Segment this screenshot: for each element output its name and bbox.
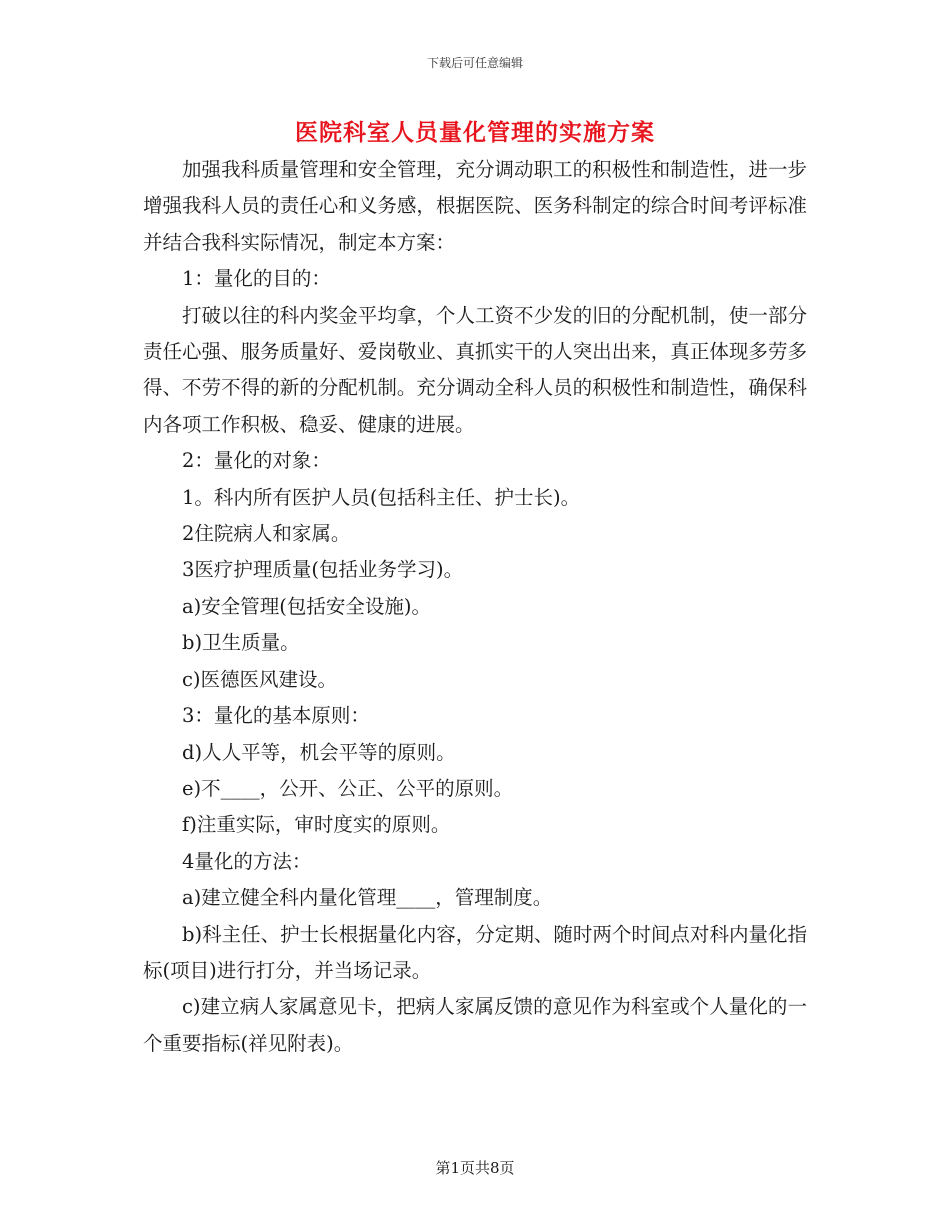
list-item-method-a: a)建立健全科内量化管理____，管理制度。: [182, 886, 553, 910]
list-item-principle-f: f)注重实际，审时度实的原则。: [182, 813, 451, 837]
heading-methods: 4量化的方法：: [182, 849, 312, 873]
document-title: 医院科室人员量化管理的实施方案: [295, 119, 655, 146]
heading-purpose: 1：量化的目的：: [182, 267, 331, 291]
page-number: 第1页共8页: [435, 1159, 515, 1177]
heading-principles: 3：量化的基本原则：: [182, 704, 370, 728]
list-item-principle-e: e)不____，公开、公正、公平的原则。: [182, 776, 514, 800]
heading-objects: 2：量化的对象：: [182, 449, 331, 473]
list-item-object-3a: a)安全管理(包括安全设施)。: [182, 594, 431, 618]
list-item-object-2: 2住院病人和家属。: [182, 522, 351, 546]
paragraph-purpose: 打破以往的科内奖金平均拿，个人工资不少发的旧的分配机制，使一部分责任心强、服务质量好、爱岗敬业、真抓实干的人突出出来，真正体现多劳多得、不劳不得的新的分配机制。充分调动全科人员的积极性和制造性，确保科内各项工作积极、稳妥、健康的进展。: [143, 303, 807, 436]
list-item-method-b: b)科主任、护士长根据量化内容，分定期、随时两个时间点对科内量化指标(项目)进行打分，并当场记录。: [143, 922, 807, 982]
list-item-principle-d: d)人人平等，机会平等的原则。: [182, 740, 456, 764]
header-note: 下载后可任意编辑: [426, 56, 523, 70]
list-item-method-c: c)建立病人家属意见卡，把病人家属反馈的意见作为科室或个人量化的一个重要指标(祥见附表)。: [143, 995, 807, 1055]
document-body: [143, 152, 807, 1062]
list-item-object-3c: c)医德医风建设。: [182, 667, 338, 691]
list-item-object-1: 1。科内所有医护人员(包括科主任、护士长)。: [182, 485, 581, 509]
list-item-object-3b: b)卫生质量。: [182, 631, 300, 655]
list-item-object-3: 3医疗护理质量(包括业务学习)。: [182, 558, 464, 582]
paragraph-intro: 加强我科质量管理和安全管理，充分调动职工的积极性和制造性，进一步增强我科人员的责任心和义务感，根据医院、医务科制定的综合时间考评标准并结合我科实际情况，制定本方案：: [143, 158, 807, 254]
